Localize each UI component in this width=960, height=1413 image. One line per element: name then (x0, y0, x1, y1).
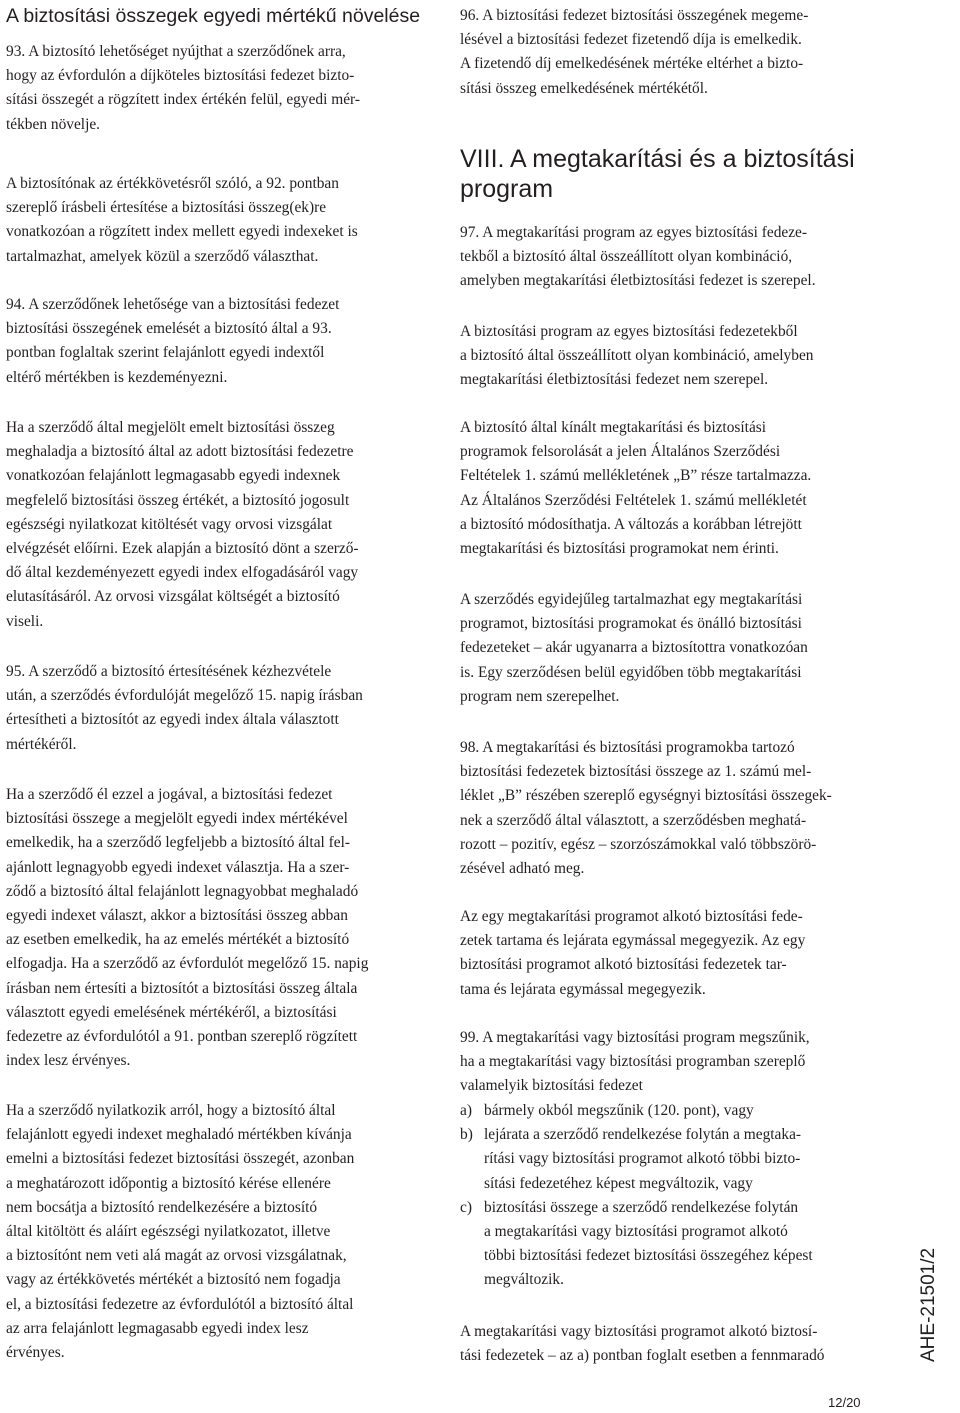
paragraph-97-contract: A szerződés egyidejűleg tartalmazhat egy megtakarítási programot, biztosítási programokat és önálló biztosítási fedezeteket – akár ugyanarra a biztosítottra vonatkozóan is. Egy szerződésen belül egyidőben több megtakarítási program nem szerepelhet. (460, 591, 808, 705)
section-heading: A biztosítási összegek egyedi mértékű növelése (6, 5, 421, 27)
paragraph-98-term: Az egy megtakarítási programot alkotó biztosítási fede- zetek tartama és lejárata egymással megegyezik. Az egy biztosítási programot alkotó biztosítási fedezetek tar- tama és lejárata egymással megegyezik. (460, 908, 806, 998)
paragraph-97: 97. A megtakarítási program az egyes biztosítási fedeze- tekből a biztosító által összeállított olyan kombináció, amelyben megtakarítási életbiztosítási fedezet is szerepel. (460, 224, 816, 290)
document-code: AHE-21501/2 (918, 1247, 939, 1362)
paragraph-97-program: A biztosítási program az egyes biztosítási fedezetekből a biztosító által összeállított olyan kombináció, amelyben megtakarítási életbiztosítási fedezet nem szerepel. (460, 323, 814, 389)
paragraph-95: 95. A szerződő a biztosító értesítésének kézhezvétele után, a szerződés évfordulóját megelőző 15. napig írásban értesítheti a biztosítót az egyedi index általa választott mértékéről. (6, 663, 363, 753)
list-item-text: biztosítási összege a szerződő rendelkezése folytán a megtakarítási vagy biztosítási programot alkotó többi biztosítási fedezet biztosítási összegéhez képest megváltozik. (484, 1198, 813, 1289)
list-item-text: lejárata a szerződő rendelkezése folytán a megtaka- rítási vagy biztosítási programot alkotó többi bizto- sítási fedezetéhez képest megváltozik, vagy (484, 1126, 802, 1192)
list-item (460, 1099, 813, 1123)
chapter-title: VIII. A megtakarítási és a biztosítási program (460, 145, 855, 203)
page-number: 12/20 (828, 1395, 861, 1410)
paragraph-94-health: Ha a szerződő által megjelölt emelt biztosítási összeg meghaladja a biztosító által az adott biztosítási fedezetre vonatkozóan felajánlott legmagasabb egyedi indexnek megfelelő biztosítási összeg értékét, a biztosító jogosult egészségi nyilatkozat kitöltését vagy orvosi vizsgálat elvégzését előírni. Ezek alapján a biztosító dönt a szerző- dő által kezdeményezett egyedi index elfogadásáról vagy elutasításáról. Az orvosi vizsgálat költségét a biztosító viseli. (6, 419, 359, 630)
paragraph-93-notice: A biztosítónak az értékkövetésről szóló, a 92. pontban szereplő írásbeli értesítése a biztosítási összeg(ek)re vonatkozóan a rögzített index mellett egyedi indexeket is tartalmazhat, amelyek közül a szerződő választhat. (6, 175, 358, 265)
list-item (460, 1196, 813, 1293)
list-item-text: bármely okból megszűnik (120. pont), vagy (484, 1102, 754, 1119)
list-marker: a) (460, 1102, 472, 1119)
paragraph-97-offer: A biztosító által kínált megtakarítási és biztosítási programok felsorolását a jelen Általános Szerződési Feltételek 1. számú mellékletének „B” része tartalmazza. Az Általános Szerződési Feltételek 1. számú mellékletét a biztosító módosíthatja. A változás a korábban létrejött megtakarítási és biztosítási programokat nem érinti. (460, 419, 812, 558)
list-marker: b) (460, 1126, 473, 1144)
paragraph-93: 93. A biztosító lehetőséget nyújthat a szerződőnek arra, hogy az évfordulón a díjköteles biztosítási fedezet bizto- sítási összegét a rögzített index értékén felül, egyedi mér- tékben növelje. (6, 43, 360, 133)
paragraph-96: 96. A biztosítási fedezet biztosítási összegének megeme- lésével a biztosítási fedezet fizetendő díja is emelkedik. A fizetendő díj emelkedésének mértéke eltérhet a bizto- sítási összeg emelkedésének mértékétől. (460, 7, 809, 97)
termination-list (460, 1099, 813, 1293)
paragraph-99: 99. A megtakarítási vagy biztosítási program megszűnik, ha a megtakarítási vagy biztosítási programban szereplő valamelyik biztosítási fedezet (460, 1029, 810, 1095)
paragraph-94: 94. A szerződőnek lehetősége van a biztosítási fedezet biztosítási összegének emelését a biztosító által a 93. pontban foglaltak szerint felajánlott egyedi indextől eltérő mértékben is kezdeményezni. (6, 296, 340, 386)
paragraph-95-declaration: Ha a szerződő nyilatkozik arról, hogy a biztosító által felajánlott egyedi indexet meghaladó mértékben kívánja emelni a biztosítási fedezet biztosítási összegét, azonban a meghatározott időpontig a biztosító kérése ellenére nem bocsátja a biztosító rendelkezésére a biztosító által kitöltött és aláírt egészségi nyilatkozatot, illetve a biztosítónt nem veti alá magát az orvosi vizsgálatnak, vagy az értékkövetés mértékét a biztosító nem fogadja el, a biztosítási fedezetre az évfordulótól a biztosító által az arra felajánlott legmagasabb egyedi index lesz érvényes. (6, 1102, 355, 1362)
paragraph-98: 98. A megtakarítási és biztosítási programokba tartozó biztosítási fedezetek biztosítási összege az 1. számú mel- léklet „B” részében szereplő egységnyi biztosítási összegek- nek a szerződő által választott, a szerződésben meghatá- rozott – pozitív, egész – szorzószámokkal való többszörö- zésével adható meg. (460, 739, 832, 878)
list-marker: c) (460, 1198, 472, 1216)
paragraph-95-rights: Ha a szerződő él ezzel a jogával, a biztosítási fedezet biztosítási összege a megjelölt egyedi index mértékével emelkedik, ha a szerződő legfeljebb a biztosító által fel- ajánlott legnagyobb egyedi indexet választja. Ha a szer- ződő a biztosító által felajánlott legnagyobbat meghaladó egyedi indexet választ, akkor a biztosítási összeg abban az esetben emelkedik, ha az emelés mértékét a biztosító elfogadja. Ha a szerződő az évfordulót megelőző 15. napig írásban nem értesíti a biztosítót a biztosítási összeg általa választott egyedi emelésének mértékéről, a biztosítási fedezetre az évfordulótól a 91. pontban szereplő rögzített index lesz érvényes. (6, 786, 369, 1070)
list-item (460, 1123, 813, 1196)
paragraph-99-closing: A megtakarítási vagy biztosítási programot alkotó biztosí- tási fedezetek – az a) pontban foglalt esetben a fennmaradó (460, 1323, 825, 1365)
